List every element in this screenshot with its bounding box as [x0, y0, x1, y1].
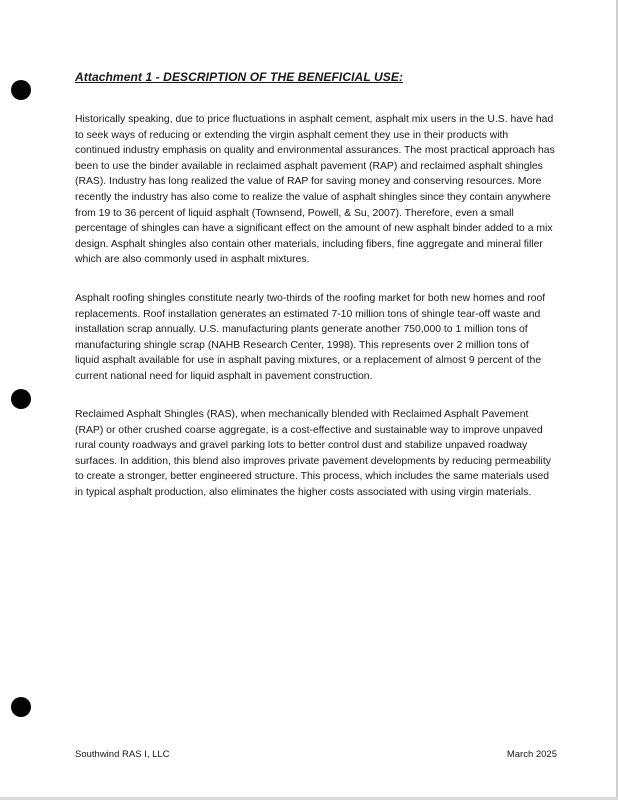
paragraph-roofing-market: Asphalt roofing shingles constitute nearly two-thirds of the roofing market for both new homes and roof replacements. Roof installation generates an estimated 7-10 million tons of shingle tear-off waste and installation scrap annually. U.S. manufacturing plants generate another 750,000 to 1 million tons of manufacturing shingle scrap (NAHB Research Center, 1998). This represents over 2 million tons of liquid asphalt available for use in asphalt paving mixtures, or a replacement of almost 9 percent of the current national need for liquid asphalt in pavement construction.	[75, 293, 546, 382]
paragraph-ras-blend: Reclaimed Asphalt Shingles (RAS), when mechanically blended with Reclaimed Asphalt Pavement (RAP) or other crushed coarse aggregate, is a cost-effective and sustainable way to improve unpaved rural county roadways and gravel parking lots to better control dust and stabilize unpaved roadway surfaces. In addition, this blend also improves private pavement developments by reducing permeability to create a stronger, better engineered structure. This process, which includes the same materials used in typical asphalt production, also eliminates the higher costs associated with using virgin materials.	[75, 409, 551, 498]
footer-company: Southwind RAS I, LLC	[75, 749, 170, 760]
punch-hole-bottom	[11, 697, 31, 717]
attachment-heading: Attachment 1 - DESCRIPTION OF THE BENEFICIAL USE:	[75, 70, 404, 84]
paragraph-history: Historically speaking, due to price fluctuations in asphalt cement, asphalt mix users in the U.S. have had to seek ways of reducing or extending the virgin asphalt cement they use in their products with continued industry emphasis on quality and environmental assurances. The most practical approach has been to use the binder available in reclaimed asphalt pavement (RAP) and reclaimed asphalt shingles (RAS). Industry has long realized the value of RAP for saving money and conserving resources. More recently the industry has also come to realize the value of asphalt shingles since they contain anywhere from 19 to 36 percent of liquid asphalt (Townsend, Powell, & Su, 2007). Therefore, even a small percentage of shingles can have a significant effect on the amount of new asphalt binder added to a mix design. Asphalt shingles also contain other materials, including fibers, fine aggregate and mineral filler which are also commonly used in asphalt mixtures.	[75, 114, 555, 266]
punch-hole-top	[11, 80, 31, 100]
punch-hole-middle	[11, 389, 31, 409]
footer-date: March 2025	[506, 749, 557, 760]
